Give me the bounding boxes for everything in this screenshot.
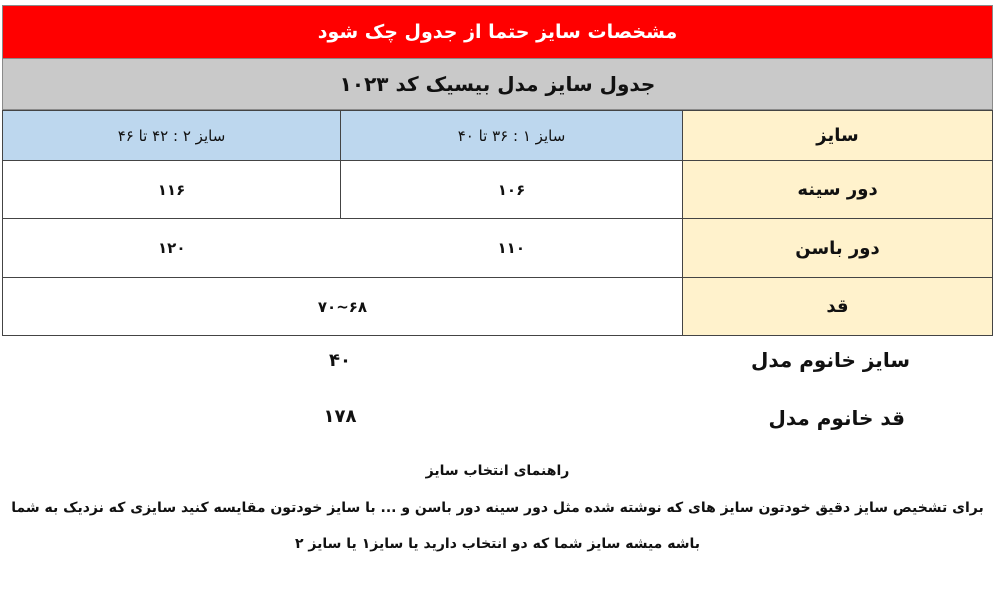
page-title: مشخصات سایز حتما از جدول چک شود <box>2 5 993 59</box>
size-guide-line-2: باشه میشه سایز شما که دو انتخاب دارید یا سایز۱ یا سایز ۲ <box>295 536 700 552</box>
model-size-value: ۴۰ <box>329 350 351 371</box>
table-row <box>3 161 993 219</box>
height-value: ۶۸~۷۰ <box>3 278 683 336</box>
size-guide-title: راهنمای انتخاب سایز <box>425 463 570 479</box>
hip-size-2: ۱۲۰ <box>3 219 341 278</box>
chest-label: دور سینه <box>683 161 993 219</box>
table-row <box>3 278 993 336</box>
hip-size-1: ۱۱۰ <box>341 219 683 278</box>
height-label: قد <box>683 278 993 336</box>
size-guide-line-1: برای تشخیص سایز دقیق خودتون سایز های که نوشته شده مثل دور سینه دور باسن و ... با سایز خودتون مقایسه کنید سایزی که نزدیک به شما <box>11 500 984 516</box>
size-1-header: سایز ۱ : ۳۶ تا ۴۰ <box>341 111 683 161</box>
table-subtitle: جدول سایز مدل بیسیک کد ۱۰۲۳ <box>2 59 993 110</box>
size-table <box>2 110 993 336</box>
chest-size-1: ۱۰۶ <box>341 161 683 219</box>
hip-label: دور باسن <box>683 219 993 278</box>
model-height-label: قد خانوم مدل <box>768 406 905 430</box>
table-row <box>3 219 993 278</box>
size-2-header: سایز ۲ : ۴۲ تا ۴۶ <box>3 111 341 161</box>
model-height-value: ۱۷۸ <box>323 406 357 427</box>
model-size-label: سایز خانوم مدل <box>751 348 910 372</box>
size-header-label: سایز <box>683 111 993 161</box>
table-header-row <box>3 111 993 161</box>
chest-size-2: ۱۱۶ <box>3 161 341 219</box>
